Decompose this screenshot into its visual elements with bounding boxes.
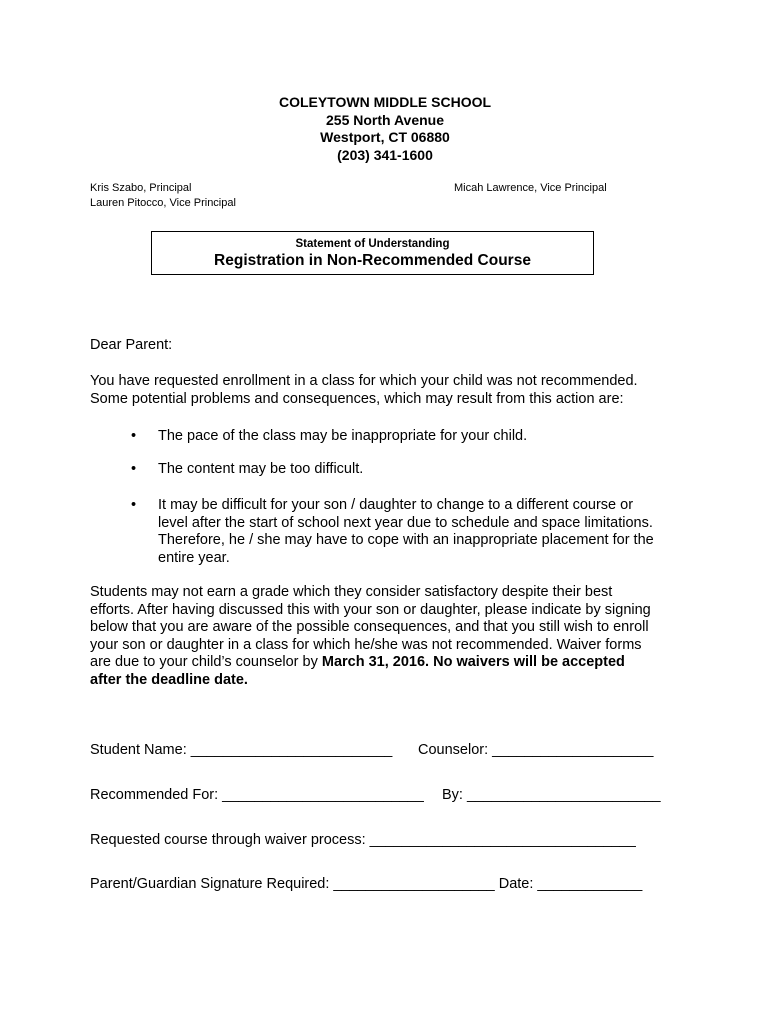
vice-principal-2-name: Micah Lawrence, Vice Principal	[454, 182, 607, 194]
staff-left	[90, 181, 236, 211]
school-address-line1: 255 North Avenue	[326, 111, 444, 128]
salutation: Dear Parent:	[90, 337, 173, 353]
vice-principal-1-name: Lauren Pitocco, Vice Principal	[90, 197, 236, 209]
statement-title: Statement of Understanding	[295, 238, 450, 250]
paragraph-line5-normal: are due to your child’s counselor by	[90, 654, 322, 670]
paragraph-line: Students may not earn a grade which they consider satisfactory despite their best	[90, 584, 613, 600]
staff-right	[454, 181, 607, 196]
student-name-field[interactable]: Student Name: _________________________	[90, 742, 393, 758]
counselor-field[interactable]: Counselor: ____________________	[418, 742, 654, 758]
statement-subtitle: Registration in Non-Recommended Course	[214, 252, 531, 269]
bullet-text-line: Therefore, he / she may have to cope with an inappropriate placement for the	[158, 532, 654, 548]
deadline-notice: after the deadline date.	[90, 671, 248, 688]
statement-box	[151, 231, 594, 275]
requested-course-field[interactable]: Requested course through waiver process: _________________________________	[90, 832, 636, 848]
school-name: COLEYTOWN MIDDLE SCHOOL	[278, 94, 492, 110]
parent-signature-field[interactable]: Parent/Guardian Signature Required: ____________________ Date: _____________	[90, 876, 643, 892]
recommended-for-field[interactable]: Recommended For: _________________________	[90, 787, 424, 803]
intro-paragraph	[90, 373, 690, 408]
paragraph-line: your son or daughter in a class for which he/she was not recommended. Waiver forms	[90, 636, 642, 653]
paragraph-line: efforts. After having discussed this with your son or daughter, please indicate by signing	[90, 601, 651, 618]
bullet-text-line: level after the start of school next year due to schedule and space limitations.	[158, 514, 653, 531]
school-header	[0, 94, 770, 164]
bullet-text-line: It may be difficult for your son / daughter to change to a different course or	[158, 497, 634, 513]
bullet-text: The content may be too difficult.	[158, 461, 364, 477]
bullet-dot: •	[131, 461, 137, 477]
intro-line: You have requested enrollment in a class for which your child was not recommended.	[90, 373, 638, 389]
deadline-date: March 31, 2016. No waivers will be accepted	[321, 654, 625, 670]
bullet-text: The pace of the class may be inappropriate for your child.	[158, 428, 528, 444]
paragraph-line: below that you are aware of the possible consequences, and that you still wish to enroll	[90, 619, 649, 635]
by-field[interactable]: By: ________________________	[442, 787, 661, 803]
bullet-text-line: entire year.	[158, 549, 230, 566]
waiver-paragraph	[90, 584, 690, 689]
principal-name: Kris Szabo, Principal	[90, 182, 192, 194]
bullet-dot: •	[131, 497, 137, 513]
school-phone: (203) 341-1600	[337, 146, 433, 163]
bullet-dot: •	[131, 428, 137, 444]
school-address-line2: Westport, CT 06880	[320, 129, 450, 145]
intro-line: Some potential problems and consequences, which may result from this action are:	[90, 390, 624, 407]
paragraph-line	[90, 654, 690, 672]
